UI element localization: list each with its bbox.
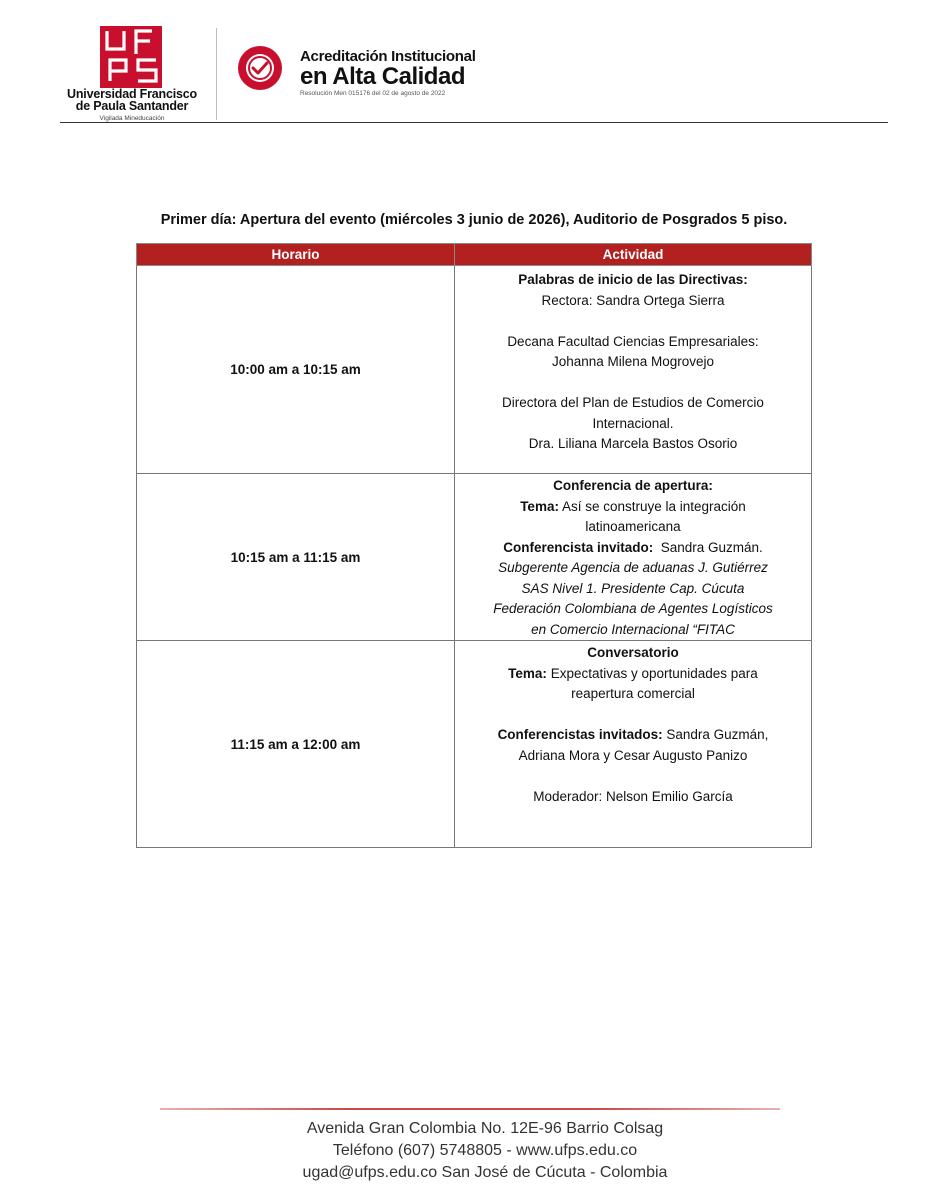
tema-label: Tema:: [520, 498, 559, 514]
decana-name: Johanna Milena Mogrovejo: [551, 354, 715, 369]
tema-text: Así se construye la integración: [558, 498, 746, 514]
tema-text-cont: reapertura comercial: [571, 686, 695, 701]
accreditation-text: [300, 49, 560, 98]
activity-heading: Conferencia de apertura:: [553, 478, 713, 493]
table-row: [137, 641, 812, 848]
ufps-logo: [100, 26, 162, 88]
speaker-label: Conferencista invitado:: [503, 539, 654, 555]
university-name: [62, 88, 202, 125]
tema-text-cont: latinoamericana: [585, 519, 681, 534]
activity-heading: Conversatorio: [587, 645, 679, 660]
rectora-line: Rectora: Sandra Ortega Sierra: [541, 292, 725, 308]
moderator-line: Moderador: Nelson Emilio García: [533, 788, 733, 804]
speaker-bio-4: en Comercio Internacional “FITAC: [531, 621, 735, 637]
footer-email-city: ugad@ufps.edu.co San José de Cúcuta - Colombia: [302, 1164, 668, 1181]
activity-cell: [455, 474, 812, 641]
speaker-bio-3: Federación Colombiana de Agentes Logísticos: [493, 601, 773, 616]
speaker-name: Sandra Guzmán.: [653, 539, 763, 555]
table-header-row: [137, 244, 812, 266]
schedule-table: [136, 243, 812, 848]
accreditation-line-1: Acreditación Institucional: [300, 48, 476, 65]
column-header-horario: Horario: [137, 244, 455, 266]
speakers-label: Conferencistas invitados:: [497, 727, 663, 742]
accreditation-check-icon: [236, 44, 284, 92]
speakers-names-2: Adriana Mora y Cesar Augusto Panizo: [518, 747, 748, 763]
speakers-names-1: Sandra Guzmán,: [662, 727, 769, 742]
footer-address: Avenida Gran Colombia No. 12E-96 Barrio Colsag: [306, 1120, 664, 1137]
letterhead: [60, 24, 890, 124]
column-header-actividad: Actividad: [455, 244, 812, 266]
activity-cell: [455, 641, 812, 848]
university-line-2: de Paula Santander: [75, 99, 189, 113]
accreditation-line-2: en Alta Calidad: [300, 63, 465, 90]
directora-title-2: Internacional.: [592, 415, 674, 431]
footer-contact: [200, 1118, 770, 1184]
directora-title-1: Directora del Plan de Estudios de Comercio: [502, 395, 764, 410]
footer-rule: [160, 1108, 780, 1110]
time-cell: 11:15 am a 12:00 am: [137, 641, 455, 848]
time-cell: 10:00 am a 10:15 am: [137, 266, 455, 474]
header-rule: [60, 122, 888, 123]
speaker-bio-2: SAS Nivel 1. Presidente Cap. Cúcuta: [521, 580, 745, 596]
vigilada-text: Vigilada Mineducación: [99, 115, 165, 122]
activity-cell: [455, 266, 812, 474]
day-title: [60, 212, 888, 228]
tema-text: Expectativas y oportunidades para: [546, 665, 758, 681]
table-row: [137, 266, 812, 474]
decana-title: Decana Facultad Ciencias Empresariales:: [507, 333, 759, 349]
directora-name: Dra. Liliana Marcela Bastos Osorio: [528, 436, 738, 451]
time-cell: 10:15 am a 11:15 am: [137, 474, 455, 641]
table-row: [137, 474, 812, 641]
tema-label: Tema:: [508, 665, 547, 681]
footer-phone-web: Teléfono (607) 5748805 - www.ufps.edu.co: [332, 1142, 638, 1159]
speaker-bio-1: Subgerente Agencia de aduanas J. Gutiérrez: [498, 560, 768, 575]
header-divider: [216, 28, 217, 120]
day-title-text: Apertura del evento (miércoles 3 junio de 2026), Auditorio de Posgrados 5 piso.: [236, 212, 788, 228]
university-line-1: Universidad Francisco: [67, 87, 197, 101]
activity-heading: Palabras de inicio de las Directivas:: [518, 272, 748, 287]
resolution-text: Resolución Men 015176 del 02 de agosto de 2022: [300, 90, 446, 97]
day-title-label: Primer día:: [160, 212, 237, 228]
